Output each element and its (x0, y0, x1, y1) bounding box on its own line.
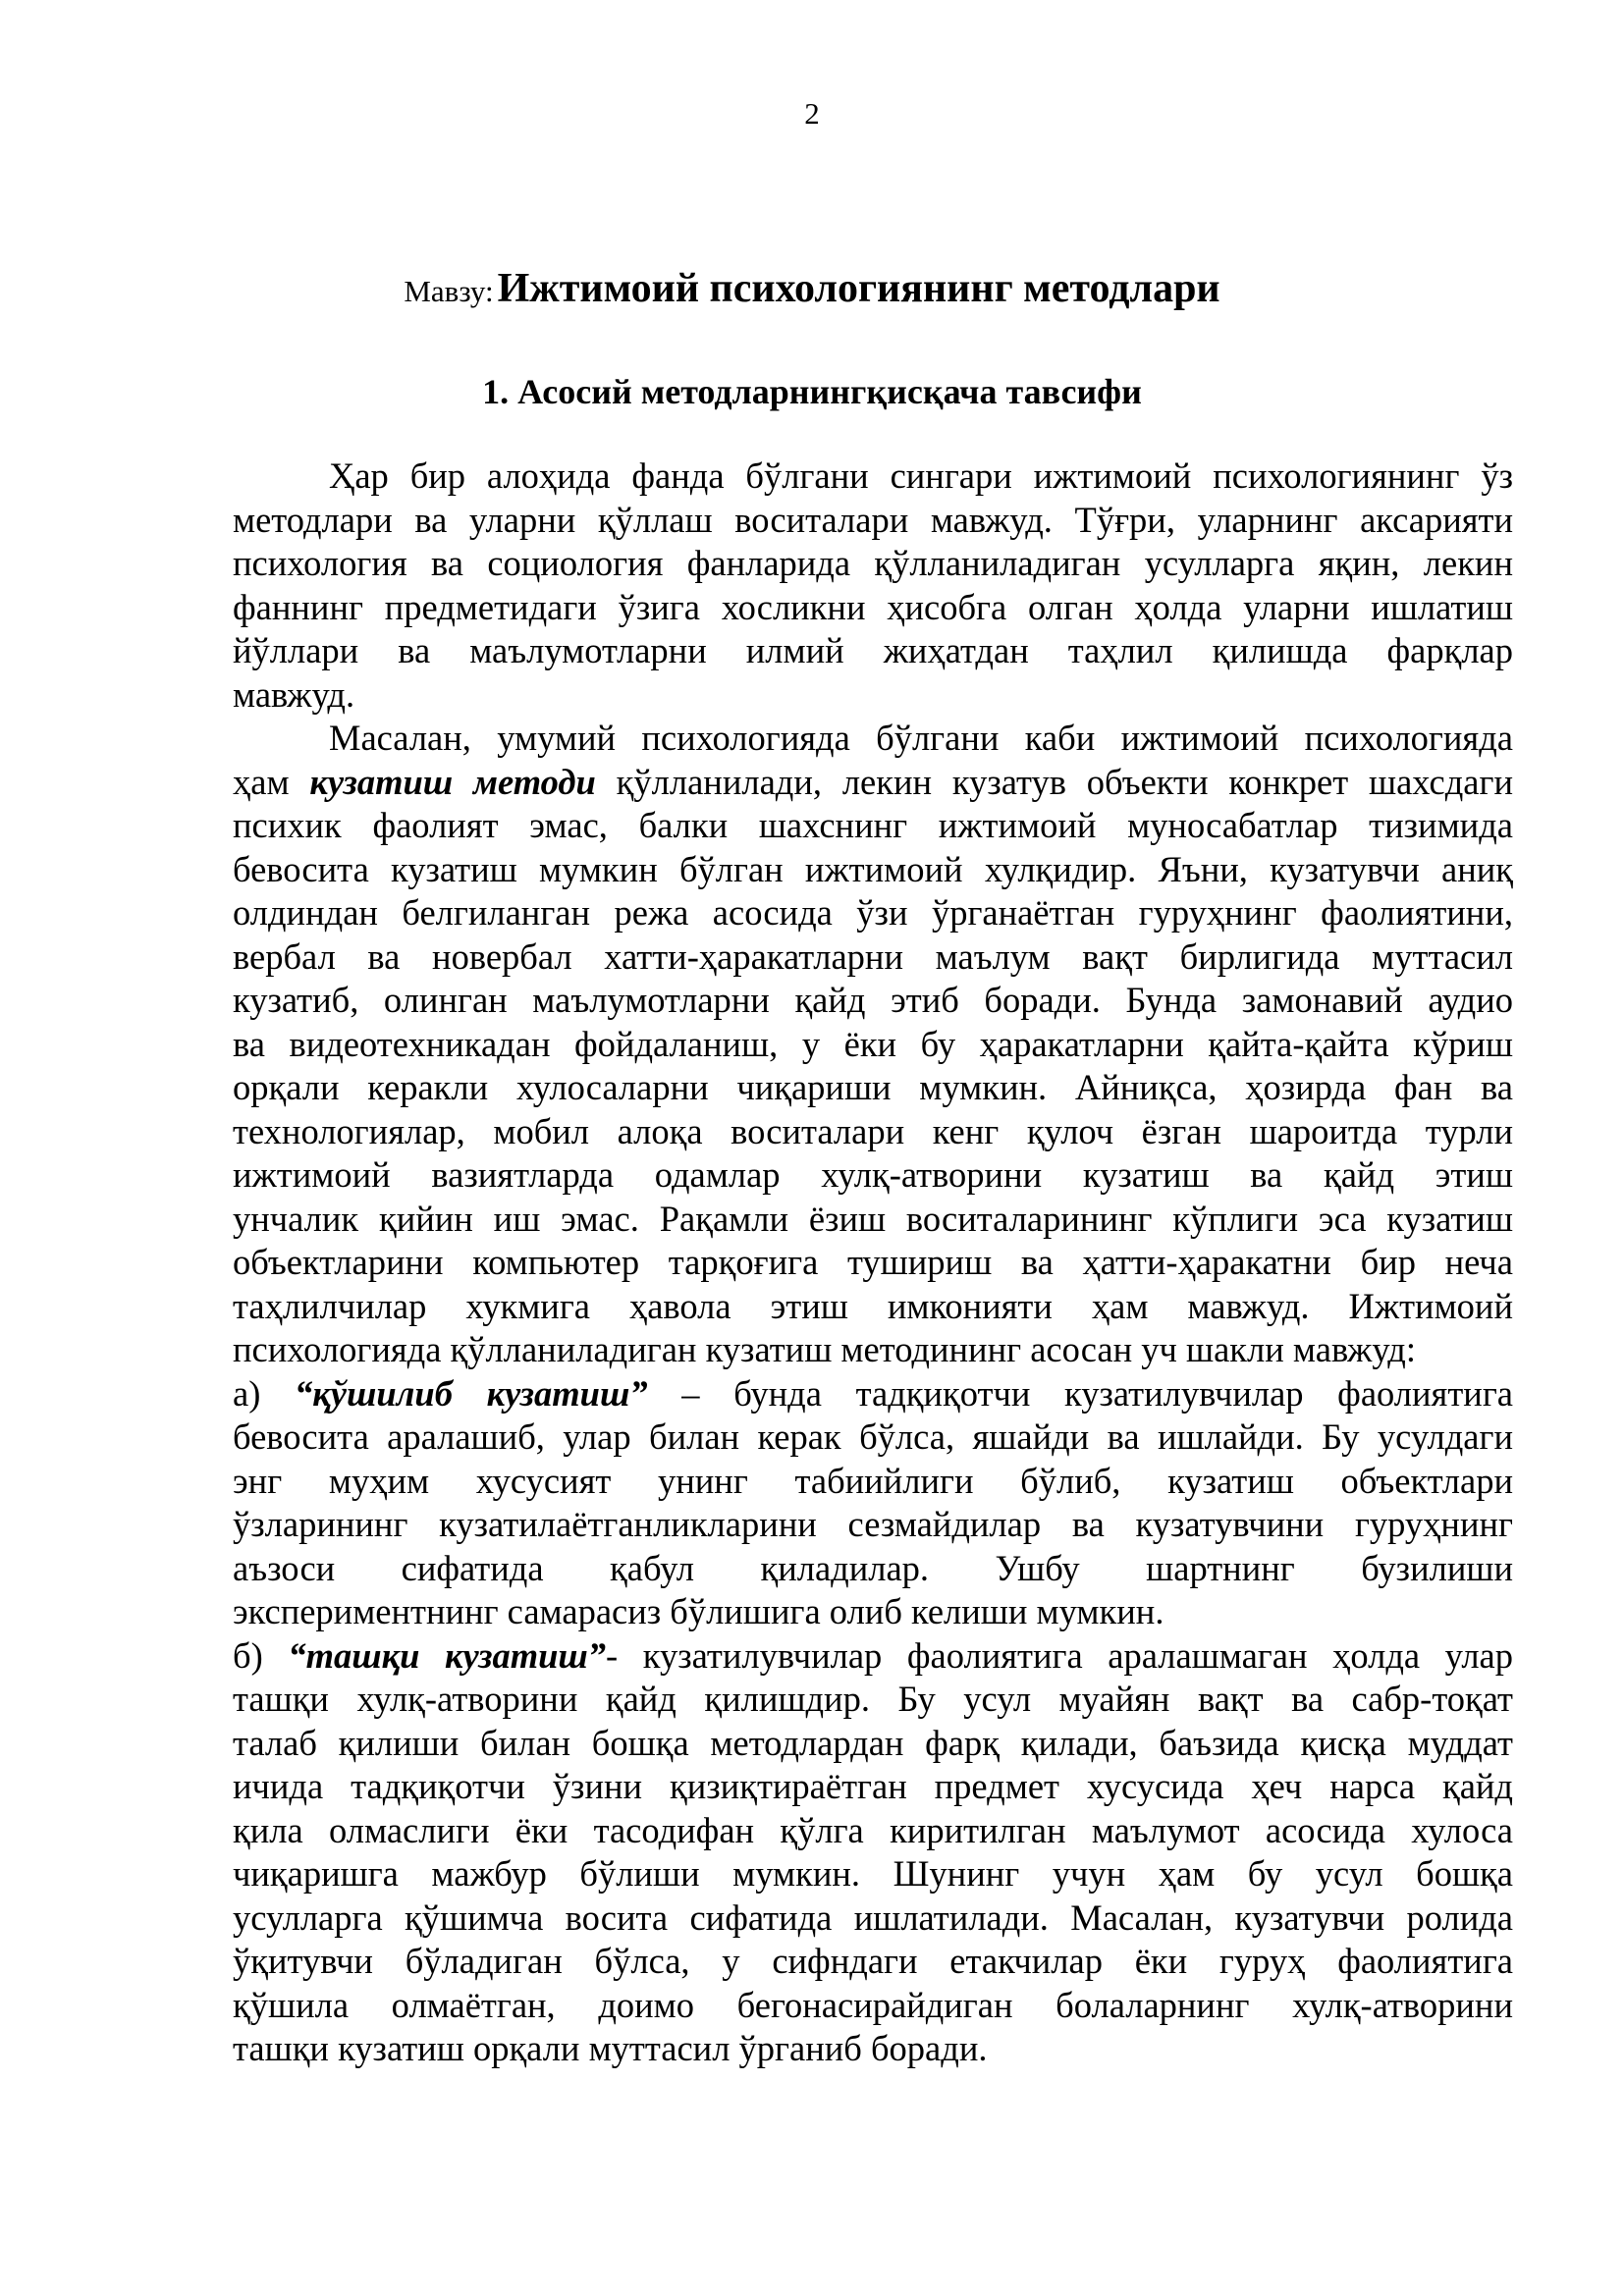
emphasis-term: кузатиш методи (309, 761, 596, 802)
emphasis-term: “ташқи кузатиш” (288, 1634, 607, 1676)
paragraph-line: энг муҳим хусусият унинг табиийлиги бўлиб, кузатиш объектлари (233, 1460, 1513, 1501)
paragraph-line: ўқитувчи бўладиган бўлса, у сифндаги етакчилар ёки гуруҳ фаолиятига (233, 1941, 1513, 1981)
paragraph-line: экспериментнинг самарасиз бўлишига олиб келиши мумкин. (233, 1591, 1164, 1631)
paragraph-line: талаб қилиши билан бошқа методлардан фарқ қилади, баъзида қисқа муддат (233, 1722, 1513, 1763)
paragraph-line: ва видеотехникадан фойдаланиш, у ёки бу ҳаракатларни қайта-қайта кўриш (233, 1023, 1513, 1064)
text-run: - кузатилувчилар фаолиятига аралашмаган ҳолда улар (606, 1634, 1513, 1676)
text-run: ҳам (233, 761, 310, 802)
paragraph-line: Масалан, умумий психологияда бўлгани каби ижтимоий психологияда (329, 718, 1513, 758)
paragraph-line: йўллари ва маълумотларни илмий жиҳатдан таҳлил қилишда фарқлар (233, 630, 1513, 670)
paragraph-line: таҳлилчилар хукмига ҳавола этиш имконияти ҳам мавжуд. Ижтимоий (233, 1285, 1513, 1326)
paragraph-line: кузатиб, олинган маълумотларни қайд этиб боради. Бунда замонавий аудио (233, 980, 1513, 1020)
page-number: 2 (804, 96, 820, 131)
title-text: Ижтимоий психологиянинг методлари (497, 266, 1220, 311)
paragraph-line: қила олмаслиги ёки тасодифан қўлга киритилган маълумот асосида хулоса (233, 1809, 1513, 1850)
paragraph-line: бевосита кузатиш мумкин бўлган ижтимоий хулқидир. Яъни, кузатувчи аниқ (233, 848, 1513, 889)
page-title (0, 265, 1624, 312)
paragraph-line: ичида тадқиқотчи ўзини қизиқтираётган предмет хусусида ҳеч нарса қайд (233, 1766, 1513, 1806)
text-run: – бунда тадқиқотчи кузатилувчилар фаолиятига (647, 1372, 1513, 1414)
paragraph-line: аъзоси сифатида қабул қиладилар. Ушбу шартнинг бузилиши (233, 1547, 1513, 1588)
paragraph-line: орқали керакли хулосаларни чиқариши мумкин. Айниқса, ҳозирда фан ва (233, 1067, 1513, 1107)
title-prefix: Мавзу: (404, 274, 494, 308)
paragraph-line: технологиялар, мобил алоқа воситалари кенг қулоч ёзган шароитда турли (233, 1110, 1513, 1151)
paragraph-line (233, 761, 1513, 805)
paragraph-line: объектларини компьютер тарқоғига тушириш ва ҳатти-ҳаракатни бир неча (233, 1242, 1513, 1282)
paragraph-line: унчалик қийин иш эмас. Рақамли ёзиш воситаларининг кўплиги эса кузатиш (233, 1198, 1513, 1239)
paragraph-line: мавжуд. (233, 673, 355, 715)
paragraph-line: методлари ва уларни қўллаш воситалари мавжуд. Тўғри, уларнинг аксарияти (233, 499, 1513, 540)
paragraph-line: психологияда қўлланиладиган кузатиш методининг асосан уч шакли мавжуд: (233, 1329, 1417, 1369)
paragraph-line: психология ва социология фанларида қўлланиладиган усулларга яқин, лекин (233, 543, 1513, 583)
section-heading: 1. Асосий методларнингқисқача тавсифи (482, 372, 1142, 411)
paragraph-line: чиқаришга мажбур бўлиши мумкин. Шунинг учун ҳам бу усул бошқа (233, 1853, 1513, 1894)
emphasis-term: “қўшилиб кузатиш” (295, 1372, 648, 1414)
paragraph-line: Ҳар бир алоҳида фанда бўлгани сингари ижтимоий психологиянинг ўз (329, 455, 1513, 496)
paragraph-line: ижтимоий вазиятларда одамлар хулқ-атворини кузатиш ва қайд этиш (233, 1154, 1513, 1195)
paragraph-line: ўзларининг кузатилаётганликларини сезмайдилар ва кузатувчини гуруҳнинг (233, 1504, 1513, 1544)
body-text (233, 454, 1513, 2071)
paragraph-line: қўшила олмаётган, доимо бегонасирайдиган болаларнинг хулқ-атворини (233, 1984, 1513, 2025)
paragraph-line: ташқи кузатиш орқали муттасил ўрганиб боради. (233, 2028, 988, 2068)
list-item-b (233, 1634, 1513, 1679)
list-marker: а) (233, 1372, 296, 1414)
list-item-a (233, 1372, 1513, 1416)
text-run: қўлланилади, лекин кузатув объекти конкрет шахсдаги (595, 761, 1513, 802)
paragraph-line: психик фаолият эмас, балки шахснинг ижтимоий муносабатлар тизимида (233, 805, 1513, 845)
paragraph-line: вербал ва новербал хатти-ҳаракатларни маълум вақт бирлигида муттасил (233, 935, 1513, 977)
paragraph-line: ташқи хулқ-атворини қайд қилишдир. Бу усул муайян вақт ва сабр-тоқат (233, 1679, 1513, 1719)
paragraph-line: усулларга қўшимча восита сифатида ишлатилади. Масалан, кузатувчи ролида (233, 1896, 1513, 1938)
paragraph-line: фаннинг предметидаги ўзига хосликни ҳисобга олган ҳолда уларни ишлатиш (233, 586, 1513, 627)
list-marker: б) (233, 1634, 289, 1676)
paragraph-line: бевосита аралашиб, улар билан керак бўлса, яшайди ва ишлайди. Бу усулдаги (233, 1416, 1513, 1457)
paragraph-line: олдиндан белгиланган режа асосида ўзи ўрганаётган гуруҳнинг фаолиятини, (233, 892, 1513, 933)
